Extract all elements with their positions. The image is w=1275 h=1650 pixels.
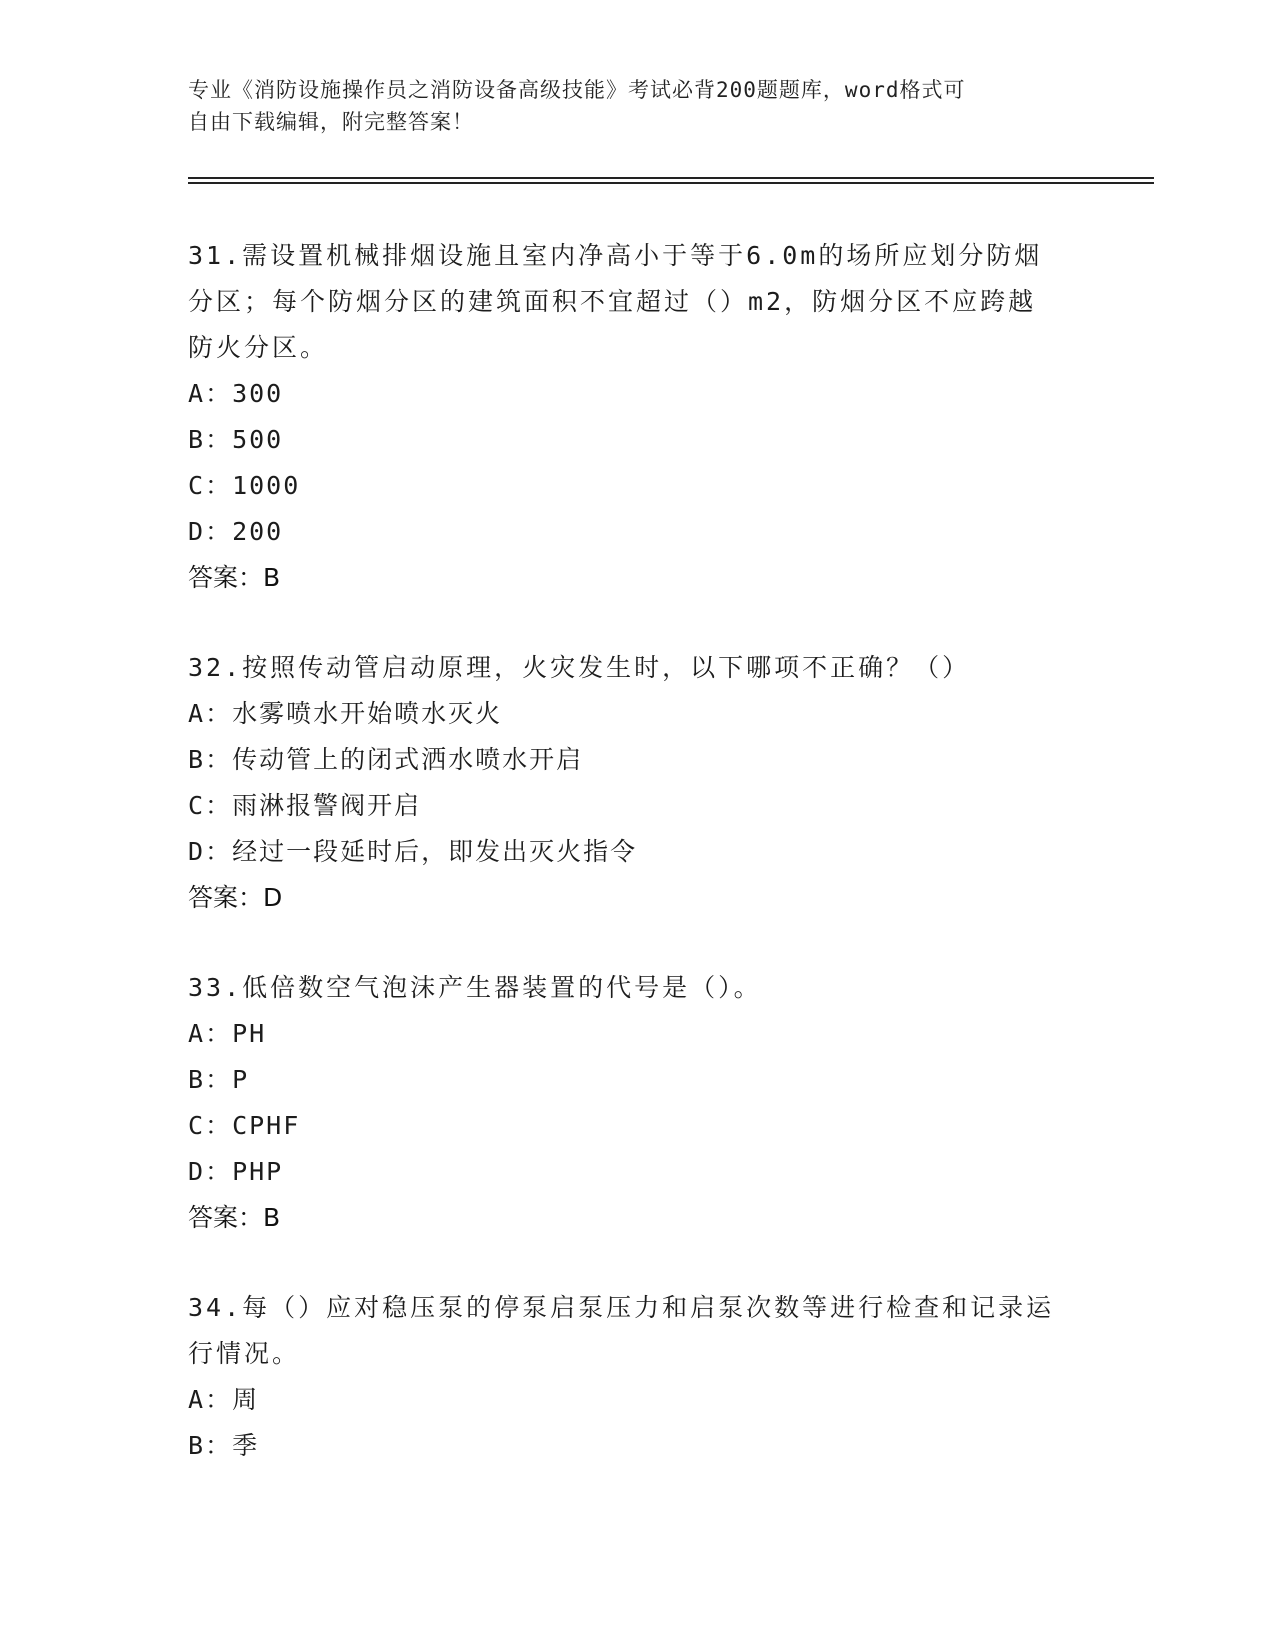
question-stem-line: 34.每（）应对稳压泵的停泵启泵压力和启泵次数等进行检查和记录运 xyxy=(188,1293,1055,1322)
option-separator: ： xyxy=(205,791,233,820)
document-header xyxy=(188,74,1068,138)
option-text: 经过一段延时后，即发出灭火指令 xyxy=(232,837,638,866)
option-separator: ： xyxy=(205,1385,233,1414)
option-letter: A xyxy=(188,699,206,728)
option-separator: ： xyxy=(205,1065,233,1094)
question-stem-line: 防火分区。 xyxy=(188,333,329,362)
question-stem-line: 行情况。 xyxy=(188,1339,301,1368)
option-text: 季 xyxy=(232,1431,260,1460)
option-separator: ： xyxy=(205,745,233,774)
answer-option xyxy=(188,1423,1088,1469)
option-text: 300 xyxy=(232,379,284,408)
option-text: 传动管上的闭式洒水喷水开启 xyxy=(232,745,584,774)
answer-key: 答案：B xyxy=(188,1203,281,1232)
answer-key: 答案：B xyxy=(188,563,281,592)
option-text: PH xyxy=(232,1019,267,1048)
question-item xyxy=(188,1285,1088,1469)
answer-option xyxy=(188,371,1088,417)
question-item xyxy=(188,233,1088,601)
header-line-1: 专业《消防设施操作员之消防设备高级技能》考试必背200题题库，word格式可 xyxy=(188,78,966,102)
option-letter: D xyxy=(188,517,206,546)
header-line-2: 自由下载编辑，附完整答案！ xyxy=(188,110,474,134)
option-separator: ： xyxy=(205,379,233,408)
answer-option xyxy=(188,417,1088,463)
question-item xyxy=(188,645,1088,921)
option-letter: B xyxy=(188,1065,206,1094)
option-separator: ： xyxy=(205,1019,233,1048)
answer-option xyxy=(188,1103,1088,1149)
option-separator: ： xyxy=(205,699,233,728)
option-text: CPHF xyxy=(232,1111,301,1140)
question-stem-line: 31.需设置机械排烟设施且室内净高小于等于6.0m的场所应划分防烟 xyxy=(188,241,1043,270)
option-letter: C xyxy=(188,471,206,500)
option-letter: B xyxy=(188,745,206,774)
option-letter: D xyxy=(188,837,206,866)
header-divider-bottom xyxy=(188,182,1154,184)
question-stem-line: 33.低倍数空气泡沫产生器装置的代号是（）。 xyxy=(188,973,762,1002)
option-separator: ： xyxy=(205,1431,233,1460)
question-stem-line: 32.按照传动管启动原理，火灾发生时，以下哪项不正确？（） xyxy=(188,653,971,682)
option-text: 水雾喷水开始喷水灭火 xyxy=(232,699,503,728)
answer-option xyxy=(188,691,1088,737)
option-letter: D xyxy=(188,1157,206,1186)
option-text: PHP xyxy=(232,1157,284,1186)
answer-option xyxy=(188,1149,1088,1195)
option-separator: ： xyxy=(205,1111,233,1140)
option-text: P xyxy=(232,1065,250,1094)
option-letter: A xyxy=(188,1019,206,1048)
option-letter: B xyxy=(188,1431,206,1460)
question-stem-line: 分区；每个防烟分区的建筑面积不宜超过（）m2，防烟分区不应跨越 xyxy=(188,287,1037,316)
answer-option xyxy=(188,1011,1088,1057)
option-letter: C xyxy=(188,791,206,820)
answer-option xyxy=(188,1377,1088,1423)
option-text: 雨淋报警阀开启 xyxy=(232,791,422,820)
answer-option xyxy=(188,509,1088,555)
answer-option xyxy=(188,463,1088,509)
answer-option xyxy=(188,737,1088,783)
answer-option xyxy=(188,783,1088,829)
option-separator: ： xyxy=(205,837,233,866)
option-separator: ： xyxy=(205,471,233,500)
header-divider-top xyxy=(188,177,1154,179)
option-letter: A xyxy=(188,1385,206,1414)
option-text: 200 xyxy=(232,517,284,546)
question-list xyxy=(188,233,1088,1513)
option-text: 1000 xyxy=(232,471,301,500)
answer-key: 答案：D xyxy=(188,883,283,912)
option-separator: ： xyxy=(205,517,233,546)
option-text: 500 xyxy=(232,425,284,454)
answer-option xyxy=(188,1057,1088,1103)
question-item xyxy=(188,965,1088,1241)
option-text: 周 xyxy=(232,1385,260,1414)
option-separator: ： xyxy=(205,425,233,454)
answer-option xyxy=(188,829,1088,875)
option-letter: A xyxy=(188,379,206,408)
option-separator: ： xyxy=(205,1157,233,1186)
option-letter: B xyxy=(188,425,206,454)
option-letter: C xyxy=(188,1111,206,1140)
